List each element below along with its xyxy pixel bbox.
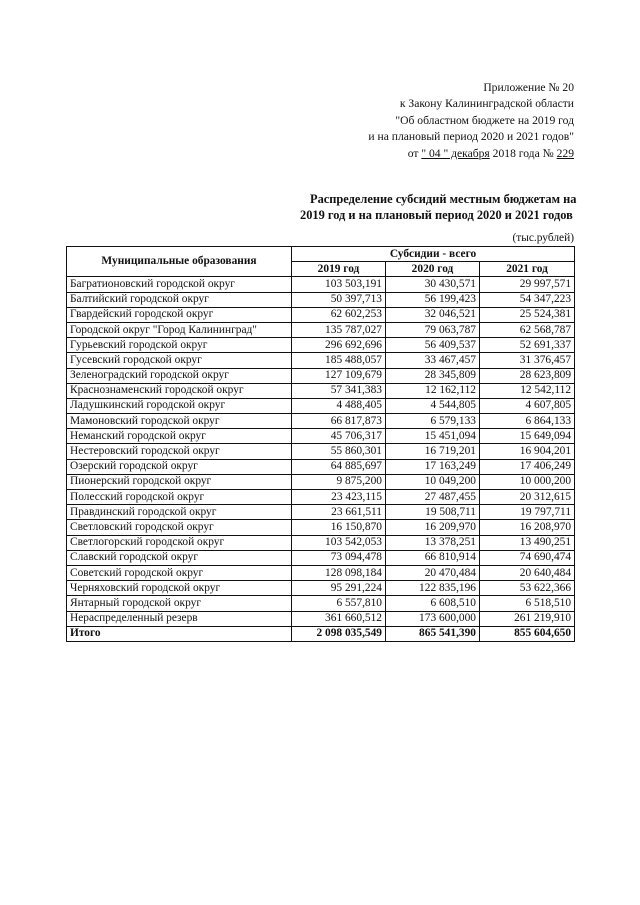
appendix-date-prefix: от bbox=[407, 146, 419, 160]
row-name: Нераспределенный резерв bbox=[67, 611, 292, 626]
value-2019: 64 885,697 bbox=[292, 459, 386, 474]
row-name: Ладушкинский городской округ bbox=[67, 398, 292, 413]
value-2021: 261 219,910 bbox=[480, 611, 575, 626]
table-row bbox=[67, 596, 575, 611]
value-2019: 57 341,383 bbox=[292, 383, 386, 398]
table-row bbox=[67, 490, 575, 505]
row-name: Черняховский городской округ bbox=[67, 581, 292, 596]
table-row bbox=[67, 322, 575, 337]
value-2020: 79 063,787 bbox=[386, 322, 480, 337]
value-2021: 16 208,970 bbox=[480, 520, 575, 535]
value-2020: 33 467,457 bbox=[386, 353, 480, 368]
value-2021: 52 691,337 bbox=[480, 338, 575, 353]
value-2021: 62 568,787 bbox=[480, 322, 575, 337]
value-2020: 6 579,133 bbox=[386, 414, 480, 429]
value-2020: 32 046,521 bbox=[386, 307, 480, 322]
value-2019: 185 488,057 bbox=[292, 353, 386, 368]
row-name: Озерский городской округ bbox=[67, 459, 292, 474]
appendix-law-number: 229 bbox=[556, 146, 574, 160]
value-2019: 103 542,053 bbox=[292, 535, 386, 550]
row-name: Мамоновский городской округ bbox=[67, 414, 292, 429]
table-row bbox=[67, 383, 575, 398]
row-name: Зеленоградский городской округ bbox=[67, 368, 292, 383]
appendix-header bbox=[274, 80, 574, 162]
table-row bbox=[67, 307, 575, 322]
row-name: Гусевский городской округ bbox=[67, 353, 292, 368]
row-name: Янтарный городской округ bbox=[67, 596, 292, 611]
table-row bbox=[67, 414, 575, 429]
value-2021: 6 864,133 bbox=[480, 414, 575, 429]
value-2021: 28 623,809 bbox=[480, 368, 575, 383]
value-2020: 173 600,000 bbox=[386, 611, 480, 626]
total-label: Итого bbox=[67, 626, 292, 641]
table-row bbox=[67, 338, 575, 353]
row-name: Балтийский городской округ bbox=[67, 292, 292, 307]
appendix-law: к Закону Калининградской области bbox=[399, 97, 574, 111]
value-2020: 4 544,805 bbox=[386, 398, 480, 413]
value-2020: 16 719,201 bbox=[386, 444, 480, 459]
value-2021: 12 542,112 bbox=[480, 383, 575, 398]
value-2021: 16 904,201 bbox=[480, 444, 575, 459]
total-2021: 855 604,650 bbox=[480, 626, 575, 641]
value-2020: 19 508,711 bbox=[386, 505, 480, 520]
title-line-2: 2019 год и на плановый период 2020 и 2021 годов bbox=[300, 208, 573, 222]
value-2020: 28 345,809 bbox=[386, 368, 480, 383]
row-name: Гвардейский городской округ bbox=[67, 307, 292, 322]
value-2021: 13 490,251 bbox=[480, 535, 575, 550]
appendix-date: " 04 " декабря bbox=[421, 146, 490, 160]
value-2021: 6 518,510 bbox=[480, 596, 575, 611]
value-2019: 128 098,184 bbox=[292, 565, 386, 580]
value-2021: 53 622,366 bbox=[480, 581, 575, 596]
table-row bbox=[67, 505, 575, 520]
value-2021: 10 000,200 bbox=[480, 474, 575, 489]
value-2019: 73 094,478 bbox=[292, 550, 386, 565]
row-name: Неманский городской округ bbox=[67, 429, 292, 444]
value-2021: 25 524,381 bbox=[480, 307, 575, 322]
value-2020: 16 209,970 bbox=[386, 520, 480, 535]
document-title bbox=[250, 191, 620, 223]
value-2019: 23 423,115 bbox=[292, 490, 386, 505]
row-name: Краснознаменский городской округ bbox=[67, 383, 292, 398]
value-2020: 13 378,251 bbox=[386, 535, 480, 550]
appendix-number: Приложение № 20 bbox=[483, 81, 574, 94]
value-2019: 95 291,224 bbox=[292, 581, 386, 596]
appendix-law-title: "Об областном бюджете на 2019 год bbox=[395, 113, 574, 127]
value-2020: 17 163,249 bbox=[386, 459, 480, 474]
table-row bbox=[67, 474, 575, 489]
value-2019: 23 661,511 bbox=[292, 505, 386, 520]
row-name: Светловский городской округ bbox=[67, 520, 292, 535]
value-2021: 74 690,474 bbox=[480, 550, 575, 565]
total-2020: 865 541,390 bbox=[386, 626, 480, 641]
value-2020: 27 487,455 bbox=[386, 490, 480, 505]
value-2019: 103 503,191 bbox=[292, 277, 386, 292]
value-2019: 127 109,679 bbox=[292, 368, 386, 383]
title-line-1: Распределение субсидий местным бюджетам на bbox=[310, 192, 577, 206]
value-2020: 10 049,200 bbox=[386, 474, 480, 489]
header-year-2021: 2021 год bbox=[480, 262, 575, 277]
table-row bbox=[67, 550, 575, 565]
table-row bbox=[67, 277, 575, 292]
table-row bbox=[67, 292, 575, 307]
table-row bbox=[67, 520, 575, 535]
table-row bbox=[67, 398, 575, 413]
table-row bbox=[67, 581, 575, 596]
total-row bbox=[67, 626, 575, 641]
value-2020: 12 162,112 bbox=[386, 383, 480, 398]
value-2019: 4 488,405 bbox=[292, 398, 386, 413]
value-2021: 20 640,484 bbox=[480, 565, 575, 580]
appendix-date-year: 2018 года № bbox=[492, 146, 554, 160]
row-name: Славский городской округ bbox=[67, 550, 292, 565]
value-2019: 9 875,200 bbox=[292, 474, 386, 489]
value-2020: 30 430,571 bbox=[386, 277, 480, 292]
value-2021: 17 406,249 bbox=[480, 459, 575, 474]
units-label: (тыс.рублей) bbox=[512, 232, 574, 244]
value-2019: 62 602,253 bbox=[292, 307, 386, 322]
value-2020: 56 199,423 bbox=[386, 292, 480, 307]
row-name: Нестеровский городской округ bbox=[67, 444, 292, 459]
value-2020: 122 835,196 bbox=[386, 581, 480, 596]
header-year-2020: 2020 год bbox=[386, 262, 480, 277]
value-2019: 135 787,027 bbox=[292, 322, 386, 337]
value-2019: 50 397,713 bbox=[292, 292, 386, 307]
table-body bbox=[67, 277, 575, 642]
value-2020: 56 409,537 bbox=[386, 338, 480, 353]
appendix-law-period: и на плановый период 2020 и 2021 годов" bbox=[368, 130, 574, 144]
value-2021: 29 997,571 bbox=[480, 277, 575, 292]
value-2019: 55 860,301 bbox=[292, 444, 386, 459]
header-municipality: Муниципальные образования bbox=[67, 247, 292, 277]
value-2021: 20 312,615 bbox=[480, 490, 575, 505]
table-row bbox=[67, 535, 575, 550]
value-2021: 15 649,094 bbox=[480, 429, 575, 444]
value-2020: 20 470,484 bbox=[386, 565, 480, 580]
value-2021: 19 797,711 bbox=[480, 505, 575, 520]
row-name: Городской округ "Город Калининград" bbox=[67, 322, 292, 337]
header-year-2019: 2019 год bbox=[292, 262, 386, 277]
total-2019: 2 098 035,549 bbox=[292, 626, 386, 641]
row-name: Пионерский городской округ bbox=[67, 474, 292, 489]
table-row bbox=[67, 368, 575, 383]
table-row bbox=[67, 353, 575, 368]
value-2019: 6 557,810 bbox=[292, 596, 386, 611]
value-2020: 6 608,510 bbox=[386, 596, 480, 611]
appendix-date-line bbox=[274, 146, 574, 162]
value-2019: 66 817,873 bbox=[292, 414, 386, 429]
table-row bbox=[67, 611, 575, 626]
table-row bbox=[67, 565, 575, 580]
value-2020: 15 451,094 bbox=[386, 429, 480, 444]
value-2019: 45 706,317 bbox=[292, 429, 386, 444]
value-2021: 54 347,223 bbox=[480, 292, 575, 307]
value-2021: 31 376,457 bbox=[480, 353, 575, 368]
row-name: Светлогорский городской округ bbox=[67, 535, 292, 550]
table-row bbox=[67, 429, 575, 444]
value-2021: 4 607,805 bbox=[480, 398, 575, 413]
header-subsidies: Субсидии - всего bbox=[292, 247, 575, 262]
value-2019: 296 692,696 bbox=[292, 338, 386, 353]
value-2019: 16 150,870 bbox=[292, 520, 386, 535]
row-name: Советский городской округ bbox=[67, 565, 292, 580]
value-2020: 66 810,914 bbox=[386, 550, 480, 565]
row-name: Полесский городской округ bbox=[67, 490, 292, 505]
row-name: Гурьевский городской округ bbox=[67, 338, 292, 353]
subsidies-table bbox=[66, 246, 575, 642]
table-row bbox=[67, 459, 575, 474]
row-name: Багратионовский городской округ bbox=[67, 277, 292, 292]
value-2019: 361 660,512 bbox=[292, 611, 386, 626]
row-name: Правдинский городской округ bbox=[67, 505, 292, 520]
table-row bbox=[67, 444, 575, 459]
